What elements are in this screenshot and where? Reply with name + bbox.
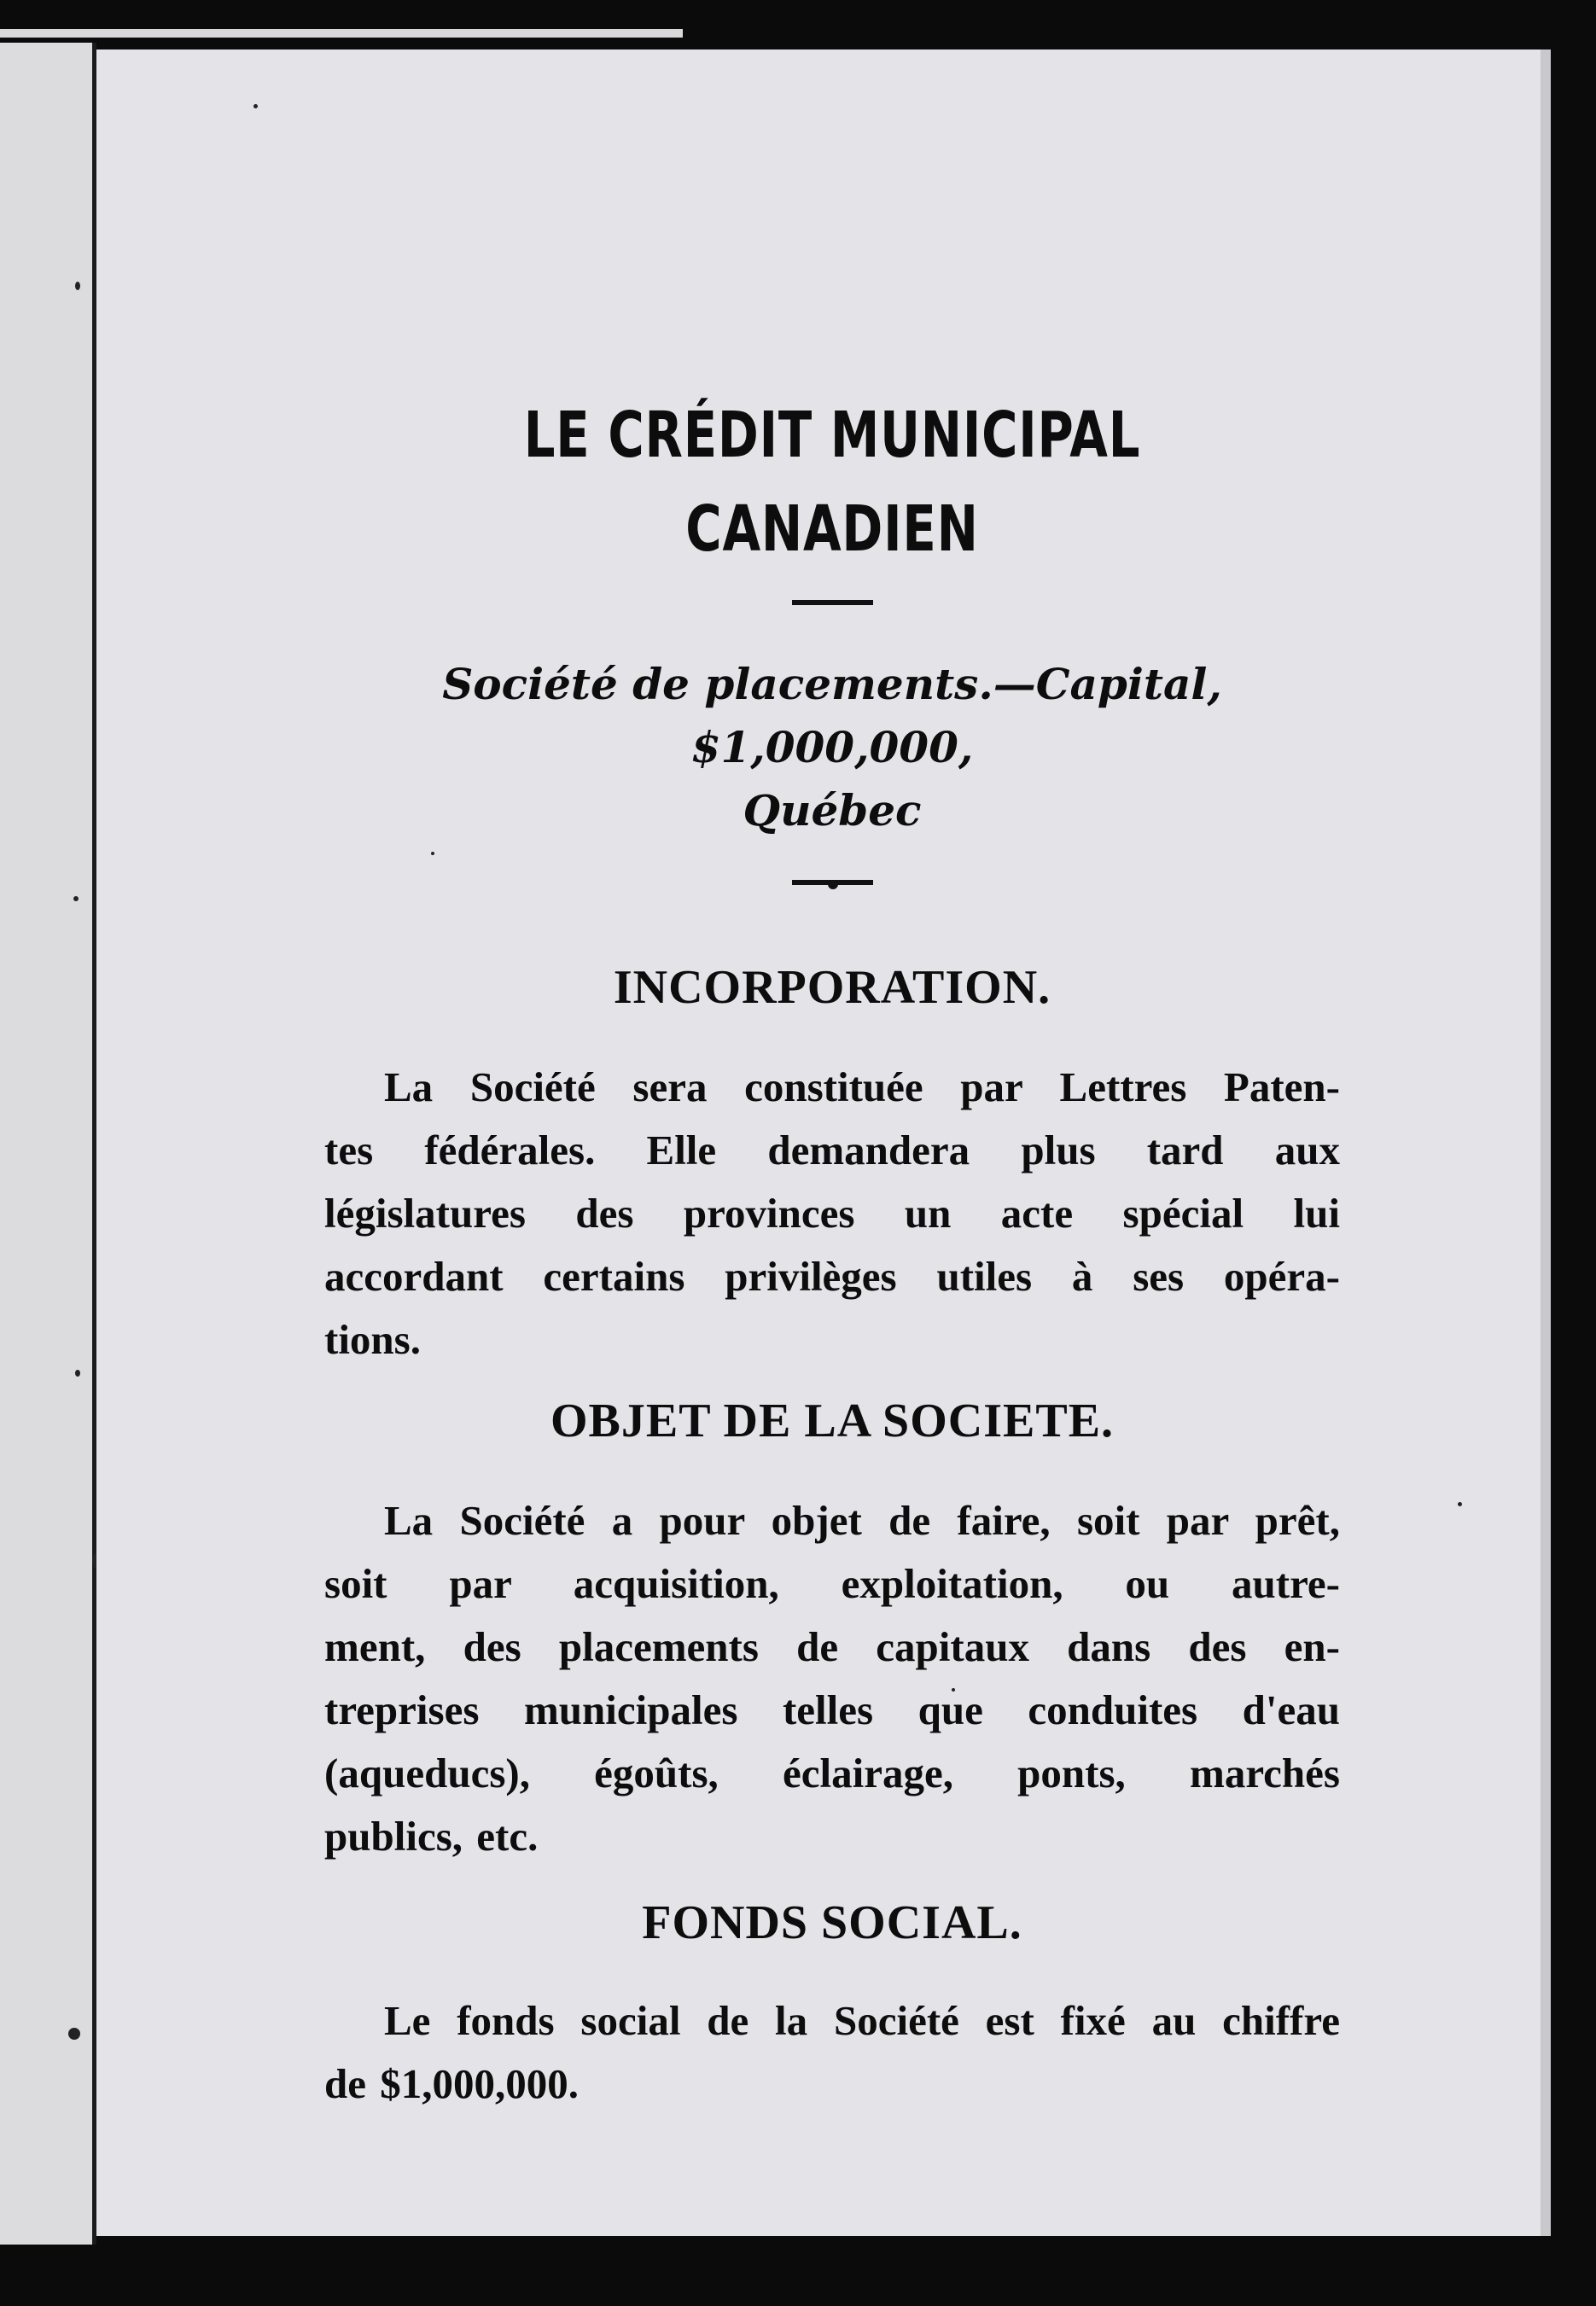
text-line: (aqueducs), égoûts, éclairage, ponts, marchés [324, 1750, 1340, 1796]
scan-speck [253, 104, 258, 108]
section-text-objet [324, 1489, 1340, 1868]
subtitle-text: Société de placements.—Capital, $1,000,000, [442, 659, 1222, 772]
text-line: législatures des provinces un acte spécial lui [324, 1190, 1340, 1237]
title-rule [792, 600, 873, 605]
ornament-rule [792, 880, 873, 885]
text-line: tes fédérales. Elle demandera plus tard aux [324, 1127, 1340, 1173]
text-line: publics, etc. [324, 1813, 539, 1860]
scan-speck [73, 896, 79, 901]
text-line: tions. [324, 1316, 422, 1363]
scan-speck [1458, 1502, 1462, 1506]
text-line: treprises municipales telles que conduites d'eau [324, 1686, 1340, 1733]
text-line: La Société a pour objet de faire, soit par prêt, [384, 1497, 1340, 1544]
section-text-incorporation [324, 1056, 1340, 1371]
scan-speck [75, 1370, 80, 1377]
subtitle [324, 653, 1340, 842]
text-line: ment, des placements de capitaux dans des en- [324, 1623, 1340, 1670]
page-edge-shadow [1541, 49, 1551, 2236]
text-line: Le fonds social de la Société est fixé au chiffre [384, 1997, 1340, 2044]
previous-page-edge [0, 29, 683, 38]
facing-page-margin [0, 43, 92, 2245]
subtitle-city: Québec [743, 785, 922, 836]
section-heading-incorporation: INCORPORATION. [613, 961, 1051, 1014]
page-title: LE CRÉDIT MUNICIPAL CANADIEN [523, 399, 1141, 566]
text-line: soit par acquisition, exploitation, ou autre- [324, 1560, 1340, 1607]
text-line: accordant certains privilèges utiles à ses opéra- [324, 1253, 1340, 1300]
scan-speck [68, 2028, 80, 2040]
section-heading-objet: OBJET DE LA SOCIETE. [550, 1395, 1115, 1447]
document-body [324, 388, 1340, 2116]
text-line: La Société sera constituée par Lettres Paten- [384, 1063, 1340, 1110]
section-text-fonds [324, 1989, 1340, 2116]
text-line: de $1,000,000. [324, 2060, 579, 2107]
section-heading-fonds: FONDS SOCIAL. [642, 1896, 1022, 1949]
scan-speck [75, 282, 80, 290]
